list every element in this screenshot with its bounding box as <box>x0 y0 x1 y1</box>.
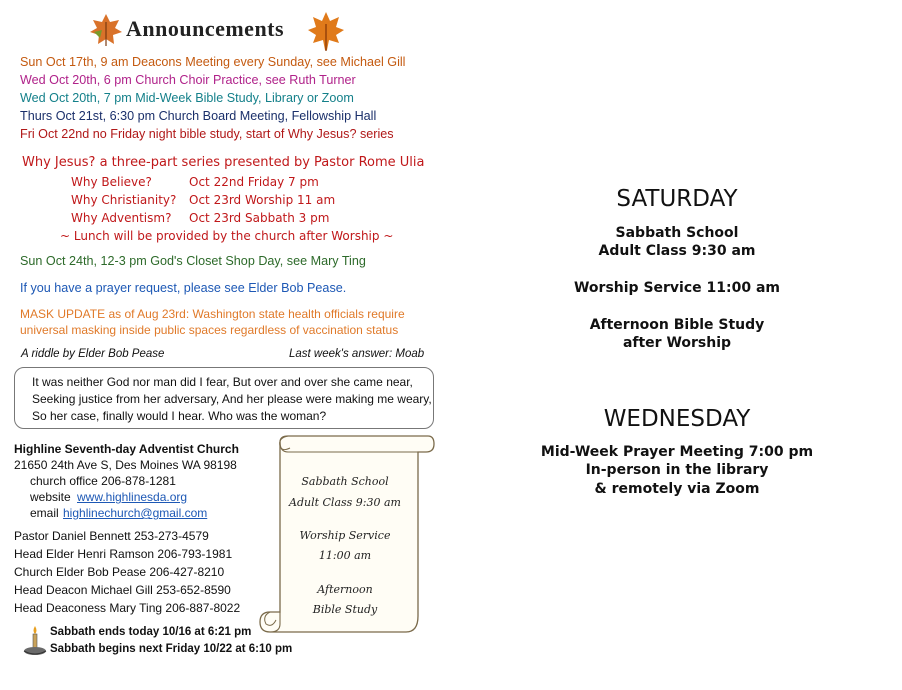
announcement-item: Thurs Oct 21st, 6:30 pm Church Board Meeting, Fellowship Hall <box>20 109 377 123</box>
email-label: email <box>30 506 59 520</box>
staff-contact: Pastor Daniel Bennett 253-273-4579 <box>14 529 209 543</box>
autumn-leaf-left-icon <box>88 12 124 48</box>
series-time: Oct 22nd Friday 7 pm <box>189 175 319 189</box>
wednesday-in-person: In-person in the library <box>585 462 769 478</box>
sabbath-ends: Sabbath ends today 10/16 at 6:21 pm <box>50 626 252 638</box>
riddle-line: It was neither God nor man did I fear, But over and over she came near, <box>32 375 413 389</box>
staff-contact: Head Deaconess Mary Ting 206-887-8022 <box>14 601 241 615</box>
scroll-worship-time: 11:00 am <box>318 549 372 562</box>
saturday-adult-class: Adult Class 9:30 am <box>598 243 756 259</box>
riddle-last-answer: Last week's answer: Moab <box>289 348 425 360</box>
announcement-item: Wed Oct 20th, 7 pm Mid-Week Bible Study, Library or Zoom <box>20 91 354 105</box>
saturday-after-worship: after Worship <box>622 335 732 351</box>
saturday-sabbath-school: Sabbath School <box>615 225 739 241</box>
church-office-phone: church office 206-878-1281 <box>30 474 176 488</box>
announcement-item: Wed Oct 20th, 6 pm Church Choir Practice, see Ruth Turner <box>20 73 356 87</box>
email-link[interactable]: highlinechurch@gmail.com <box>63 506 208 520</box>
series-time: Oct 23rd Worship 11 am <box>189 193 336 207</box>
wednesday-prayer: Mid-Week Prayer Meeting 7:00 pm <box>540 444 814 460</box>
candle-icon <box>22 624 48 658</box>
scroll-bible-study: Bible Study <box>312 603 378 616</box>
announcements-title: Announcements <box>126 16 285 41</box>
lunch-note: ~ Lunch will be provided by the church after Worship ~ <box>60 229 394 243</box>
church-name: Highline Seventh-day Adventist Church <box>14 442 239 456</box>
website-label: website <box>30 490 71 504</box>
announcement-item: Fri Oct 22nd no Friday night bible study, start of Why Jesus? series <box>20 127 394 141</box>
scroll-worship: Worship Service <box>299 529 391 542</box>
wednesday-zoom: & remotely via Zoom <box>594 481 760 497</box>
series-topic: Why Believe? <box>71 175 152 189</box>
mask-update-line: universal masking inside public spaces regardless of vaccination status <box>20 323 399 337</box>
prayer-request: If you have a prayer request, please see Elder Bob Pease. <box>20 281 347 295</box>
closet-announcement: Sun Oct 24th, 12-3 pm God's Closet Shop Day, see Mary Ting <box>20 254 366 268</box>
mask-update-line: MASK UPDATE as of Aug 23rd: Washington state health officials require <box>20 307 405 321</box>
maple-leaf-right-icon <box>306 10 346 52</box>
staff-contact: Head Elder Henri Ramson 206-793-1981 <box>14 547 233 561</box>
staff-contact: Church Elder Bob Pease 206-427-8210 <box>14 565 225 579</box>
announcement-item: Sun Oct 17th, 9 am Deacons Meeting every Sunday, see Michael Gill <box>20 55 406 69</box>
scroll-adult-class: Adult Class 9:30 am <box>289 496 401 509</box>
sabbath-begins: Sabbath begins next Friday 10/22 at 6:10 pm <box>50 643 293 655</box>
series-topic: Why Christianity? <box>71 193 177 207</box>
wednesday-heading: WEDNESDAY <box>603 406 751 432</box>
scroll-afternoon: Afternoon <box>317 583 373 596</box>
staff-contact: Head Deacon Michael Gill 253-652-8590 <box>14 583 231 597</box>
saturday-worship: Worship Service 11:00 am <box>573 280 780 296</box>
why-jesus-heading: Why Jesus? a three-part series presented by Pastor Rome Ulia <box>22 155 425 170</box>
series-time: Oct 23rd Sabbath 3 pm <box>189 211 330 225</box>
saturday-heading: SATURDAY <box>616 186 738 212</box>
saturday-bible-study: Afternoon Bible Study <box>589 317 765 333</box>
riddle-heading: A riddle by Elder Bob Pease <box>21 348 165 360</box>
church-address: 21650 24th Ave S, Des Moines WA 98198 <box>14 458 237 472</box>
scroll-sabbath-school: Sabbath School <box>301 475 389 488</box>
website-link[interactable]: www.highlinesda.org <box>77 490 188 504</box>
riddle-line: Seeking justice from her adversary, And her please were making me weary, <box>32 392 432 406</box>
riddle-line: So her case, finally would I hear. Who was the woman? <box>32 409 327 423</box>
series-topic: Why Adventism? <box>71 211 172 225</box>
